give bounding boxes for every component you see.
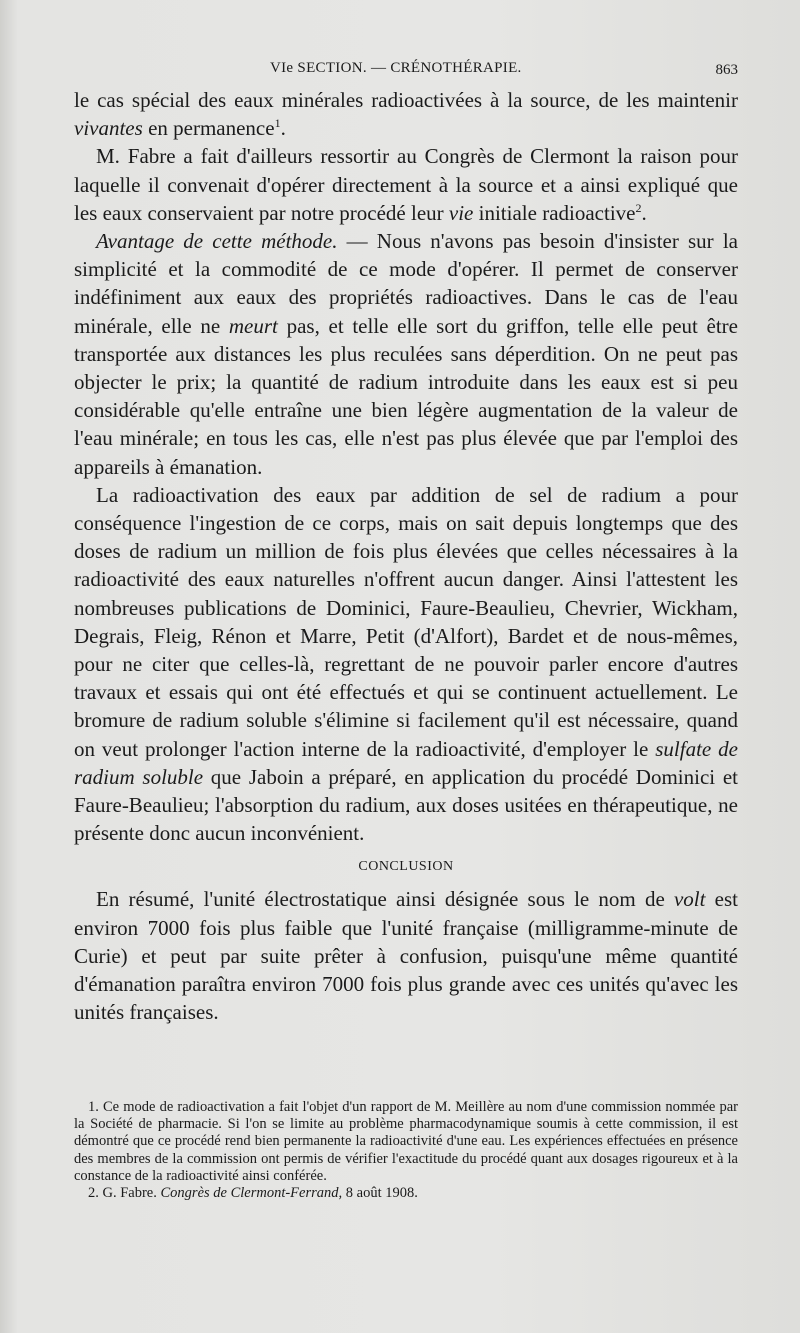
footnote-2: [74, 1185, 738, 1202]
paragraph-2-text-end: initiale radioactive: [473, 200, 636, 225]
footnote-1: 1. Ce mode de radioactivation a fait l'objet d'un rapport de M. Meillère au nom d'une commission nommée par la Société de pharmacie. Si l'on se limite au problème pharmacodynamique soumis à cette commission, il est démontré que ce procédé rend bien permanente la radioactivité d'une eau. Les expériences effectuées en présence des membres de la commission ont permis de vérifier l'exactitude du procédé quant aux dosages rigoureux et à la constance de la radioactivité ainsi conférée.: [74, 1099, 738, 1184]
paragraph-4-text: La radioactivation des eaux par addition de sel de radium a pour conséquence l'ingestion de ce corps, mais on sait depuis longtemps que des doses de radium un million de fois plus élevées que celles nécessaires à la radioactivité des eaux naturelles n'offrent aucun danger. Ainsi l'attestent les nombreuses publications de Dominici, Faure-Beaulieu, Chevrier, Wickham, Degrais, Fleig, Rénon et Marre, Petit (d'Alfort), Bardet et de nous-mêmes, pour ne citer que celles-là, regrettant de ne pouvoir parler encore d'autres travaux et essais qui ont été effectués et qui se continuent actuellement. Le bromure de radium soluble s'élimine si facilement qu'il est nécessaire, quand on veut prolonger l'action interne de la radioactivité, d'employer le: [74, 482, 738, 761]
body-text: [74, 86, 738, 1027]
paragraph-5-text-end: est environ 7000 fois plus faible que l'unité française (milligramme-minute de Curie) et peut par suite prêter à confusion, puisqu'une même quantité d'émanation paraîtra environ 7000 fois plus grande avec ces unités qu'avec les unités françaises.: [74, 887, 739, 1025]
paragraph-4-emphasis: sulfate de radium soluble: [74, 736, 738, 789]
footnote-ref-1[interactable]: 1: [274, 116, 281, 131]
paragraph-1-text: le cas spécial des eaux minérales radioactivées à la source, de les maintenir: [74, 88, 738, 112]
paragraph-2-text: M. Fabre a fait d'ailleurs ressortir au Congrès de Clermont la raison pour laquelle il convenait d'opérer directement à la source et a ainsi expliqué que les eaux conservaient par notre procédé leur: [74, 144, 738, 225]
paragraph-3-emphasis: meurt: [228, 313, 278, 338]
paragraph-1-text-end: en permanence: [142, 116, 275, 141]
paragraph-4: [74, 481, 738, 848]
running-title: VIe SECTION. — CRÉNOTHÉRAPIE.: [270, 60, 522, 76]
paragraph-2-period: .: [641, 200, 647, 225]
page-header: [74, 56, 738, 86]
page-number: 863: [715, 62, 738, 78]
paragraph-3-text: — Nous n'avons pas besoin d'insister sur la simplicité et la commodité de ce mode d'opérer. Il permet de conserver indéfiniment aux eaux des propriétés radioactives. Dans le cas de l'eau minérale, elle ne: [74, 229, 738, 338]
conclusion-heading: CONCLUSION: [358, 859, 454, 875]
footnote-2-source: Congrès de Clermont-Ferrand,: [160, 1185, 343, 1202]
paragraph-1-period: .: [280, 116, 286, 141]
paragraph-2: [74, 142, 738, 227]
paragraph-2-emphasis: vie: [448, 200, 474, 225]
footnotes: [74, 1099, 738, 1202]
footnote-2-author: 2. G. Fabre.: [88, 1185, 161, 1202]
footnote-ref-2[interactable]: 2: [635, 200, 642, 215]
paragraph-3-text-end: pas, et telle elle sort du griffon, telle elle peut être transportée aux distances les plus reculées sans déperdition. On ne peut pas objecter le prix; la quantité de radium introduite dans les eaux est si peu considérable qu'elle entraîne une bien légère augmentation de la valeur de l'eau minérale; en tous les cas, elle n'est pas plus élevée que par l'emploi des appareils à émanation.: [74, 313, 738, 479]
footnote-2-date: 8 août 1908.: [342, 1185, 418, 1202]
paragraph-4-text-end: que Jaboin a préparé, en application du procédé Dominici et Faure-Beaulieu; l'absorption du radium, aux doses usitées en thérapeutique, ne présente donc aucun inconvénient.: [74, 764, 738, 846]
paragraph-3: [74, 227, 738, 481]
paragraph-5-emphasis: volt: [673, 887, 706, 912]
paragraph-5-text: En résumé, l'unité électrostatique ainsi désignée sous le nom de: [96, 887, 674, 912]
paragraph-1: [74, 86, 738, 142]
subheading-avantage: Avantage de cette méthode.: [96, 229, 338, 254]
paragraph-5: [74, 885, 738, 1026]
paragraph-1-emphasis: vivantes: [74, 116, 143, 141]
